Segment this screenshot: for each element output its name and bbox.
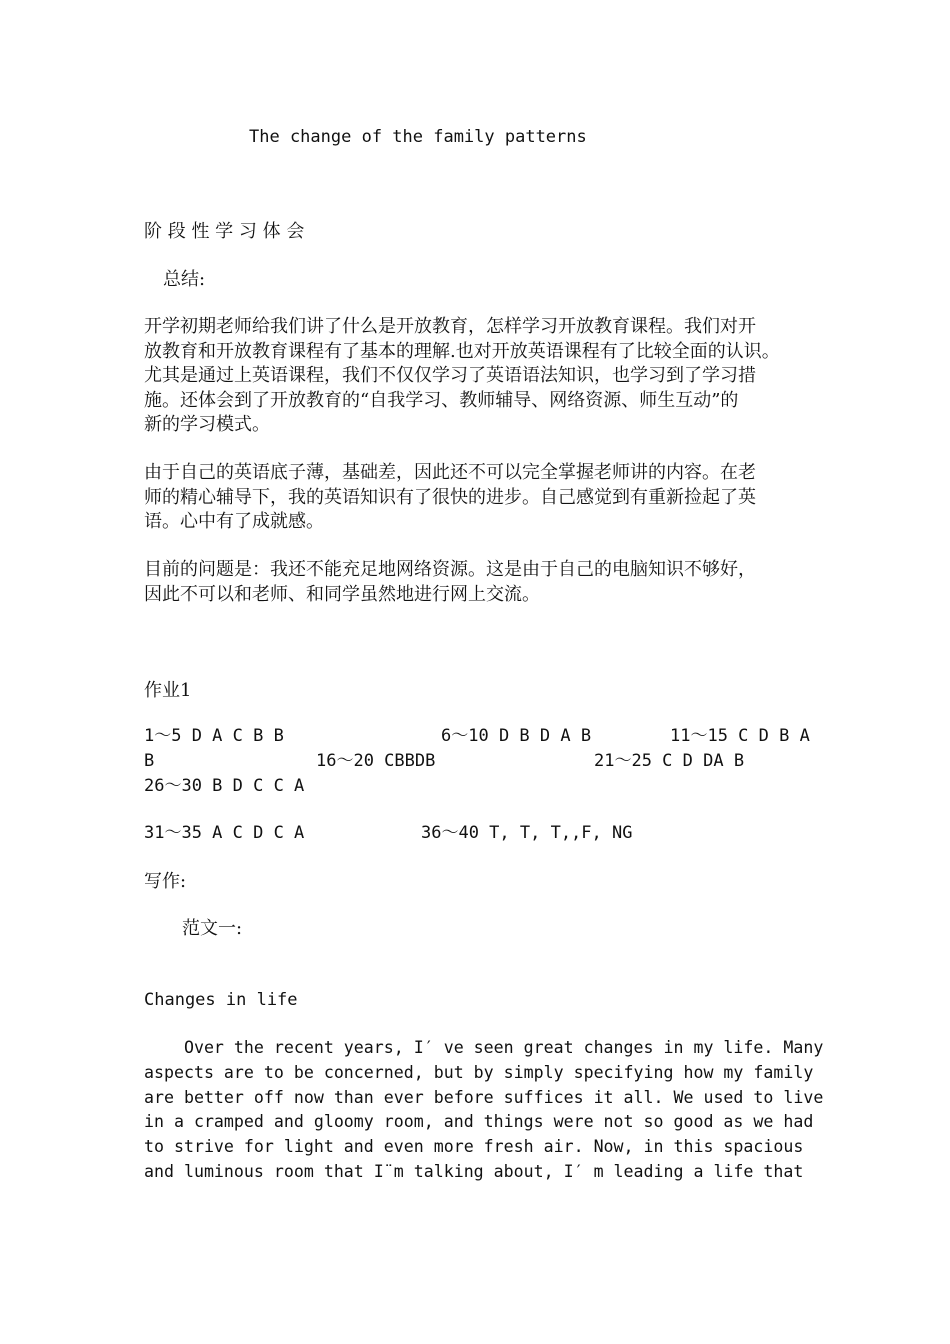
essay-body	[144, 1036, 824, 1185]
paragraph-1-line: 放教育和开放教育课程有了基本的理解.也对开放英语课程有了比较全面的认识。	[144, 340, 780, 362]
answer-group-26-30: 26～30 B D C C A	[144, 776, 305, 796]
essay-line: Over the recent years, I′ ve seen great changes in my life. Many	[144, 1038, 824, 1057]
essay-title: Changes in life	[144, 990, 298, 1010]
homework-label: 作业1	[144, 680, 192, 701]
document-title: The change of the family patterns	[249, 127, 587, 147]
answer-group-11-15: 11～15 C D B A	[670, 726, 810, 746]
answer-group-1-5: 1～5 D A C B B	[144, 726, 284, 746]
essay-line: in a cramped and gloomy room, and things were not so good as we had	[144, 1112, 814, 1132]
paragraph-1	[144, 315, 824, 438]
essay-line: and luminous room that I¨m talking about, I′ m leading a life that	[144, 1161, 804, 1181]
paragraph-3-line: 目前的问题是：我还不能充足地网络资源。这是由于自己的电脑知识不够好，	[144, 559, 756, 580]
answer-group-36-40: 36～40 T, T, T,,F, NG	[421, 823, 633, 843]
paragraph-3	[144, 558, 824, 607]
paragraph-2-line: 师的精心辅导下，我的英语知识有了很快的进步。自己感觉到有重新捡起了英	[144, 486, 756, 508]
answer-group-6-10: 6～10 D B D A B	[441, 726, 592, 746]
paragraph-2	[144, 461, 824, 535]
paragraph-1-line: 新的学习模式。	[144, 414, 270, 435]
paragraph-2-line: 语。心中有了成就感。	[144, 511, 324, 532]
answer-group-31-35: 31～35 A C D C A	[144, 823, 305, 843]
answer-group-21-25: 21～25 C D DA B	[594, 751, 745, 771]
writing-label: 写作:	[144, 871, 187, 892]
sample-essay-label: 范文一:	[182, 918, 243, 939]
paragraph-1-line: 开学初期老师给我们讲了什么是开放教育，怎样学习开放教育课程。我们对开	[144, 316, 756, 337]
paragraph-3-line: 因此不可以和老师、和同学虽然地进行网上交流。	[144, 583, 540, 605]
stage-heading: 阶 段 性 学 习 体 会	[144, 221, 305, 242]
essay-line: aspects are to be concerned, but by simply specifying how my family	[144, 1062, 814, 1082]
paragraph-2-line: 由于自己的英语底子薄，基础差，因此还不可以完全掌握老师讲的内容。在老	[144, 462, 756, 483]
answer-group-16-20: 16～20 CBBDB	[316, 751, 436, 771]
paragraph-1-line: 施。还体会到了开放教育的“自我学习、教师辅导、网络资源、师生互动”的	[144, 389, 739, 411]
essay-line: are better off now than ever before suffices it all. We used to live	[144, 1087, 824, 1107]
paragraph-1-line: 尤其是通过上英语课程，我们不仅仅学习了英语语法知识，也学习到了学习措	[144, 365, 756, 386]
answer-group-11-15-continued: B	[144, 751, 155, 771]
summary-label: 总结:	[163, 269, 206, 290]
essay-line: to strive for light and even more fresh air. Now, in this spacious	[144, 1137, 804, 1157]
